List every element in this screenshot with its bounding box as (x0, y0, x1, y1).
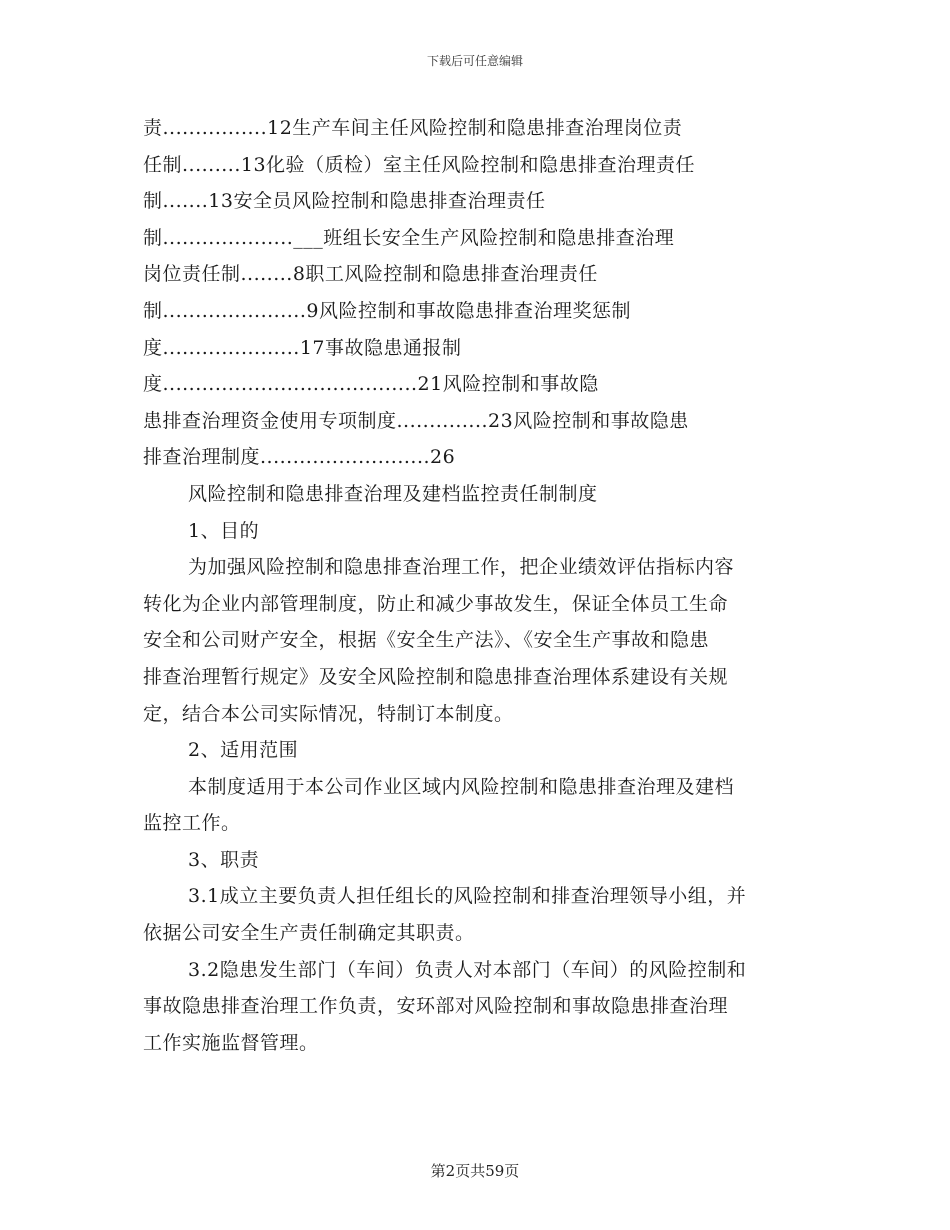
toc-line: 岗位责任制........8职工风险控制和隐患排查治理责任 (143, 263, 598, 286)
toc-line: 患排查治理资金使用专项制度..............23风险控制和事故隐患 (143, 409, 689, 432)
section-title: 风险控制和隐患排查治理及建档监控责任制制度 (188, 482, 598, 505)
page-header: 下载后可任意编辑 (426, 54, 523, 68)
toc-line: 度.....................17事故隐患通报制 (143, 336, 462, 359)
toc-line: 排查治理制度..........................26 (143, 446, 456, 469)
paragraph-line: 排查治理暂行规定》及安全风险控制和隐患排查治理体系建设有关规 (143, 665, 729, 688)
section-heading-purpose: 1、目的 (188, 519, 260, 542)
toc-line: 任制.........13化验（质检）室主任风险控制和隐患排查治理责任 (143, 153, 696, 176)
paragraph-line: 转化为企业内部管理制度，防止和减少事故发生，保证全体员工生命 (143, 592, 729, 615)
paragraph-line: 安全和公司财产安全，根据《安全生产法》、《安全生产事故和隐患 (143, 629, 710, 652)
toc-line: 制......................9风险控制和事故隐患排查治理奖惩制 (143, 299, 631, 322)
toc-line: 制.......13安全员风险控制和隐患排查治理责任 (143, 190, 546, 213)
section-heading-scope: 2、适用范围 (188, 739, 299, 762)
paragraph-line: 本制度适用于本公司作业区域内风险控制和隐患排查治理及建档 (188, 775, 735, 798)
paragraph-line: 3.2隐患发生部门（车间）负责人对本部门（车间）的风险控制和 (188, 958, 747, 981)
paragraph-line: 定，结合本公司实际情况，特制订本制度。 (143, 702, 514, 725)
toc-line: 度.......................................21风险控制和事故隐 (143, 373, 599, 396)
paragraph-line: 3.1成立主要负责人担任组长的风险控制和排查治理领导小组，并 (188, 885, 747, 908)
paragraph-line: 事故隐患排查治理工作负责，安环部对风险控制和事故隐患排查治理 (143, 995, 729, 1018)
paragraph-line: 监控工作。 (143, 812, 241, 835)
toc-line: 责................12生产车间主任风险控制和隐患排查治理岗位责 (143, 117, 683, 139)
document-body (143, 110, 811, 1061)
section-heading-duties: 3、职责 (188, 848, 260, 871)
paragraph-line: 为加强风险控制和隐患排查治理工作，把企业绩效评估指标内容 (188, 556, 735, 579)
page-number: 第2页共59页 (430, 1162, 520, 1180)
paragraph-line: 工作实施监督管理。 (143, 1031, 319, 1054)
toc-line: 制....................___班组长安全生产风险控制和隐患排查治理 (143, 226, 675, 249)
paragraph-line: 依据公司安全生产责任制确定其职责。 (143, 922, 475, 945)
